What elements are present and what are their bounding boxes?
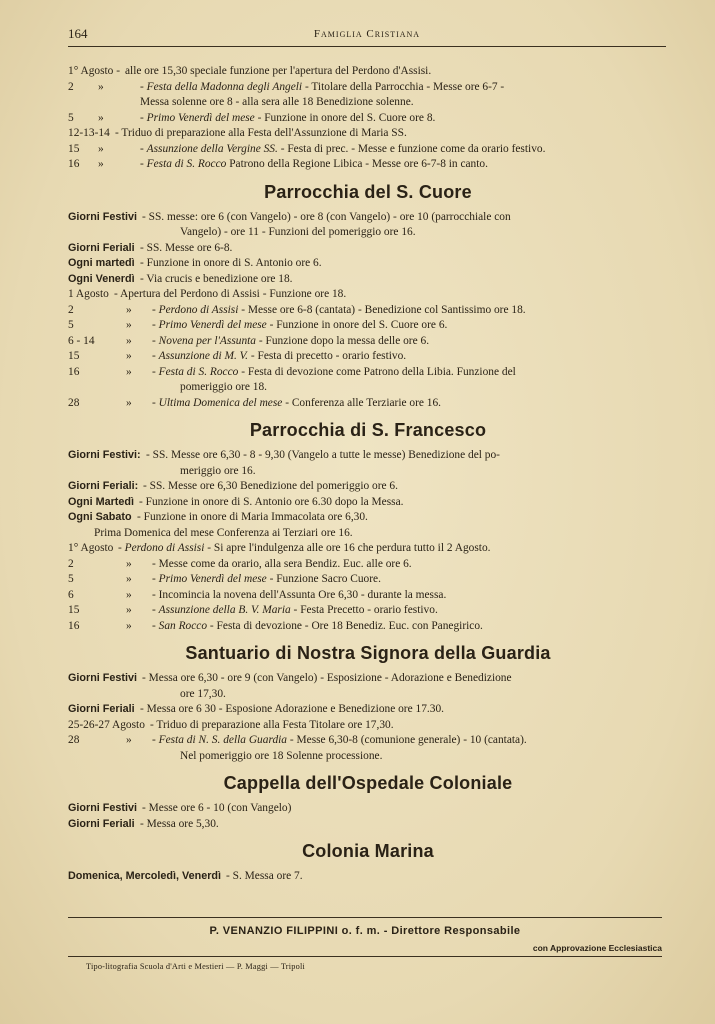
page-number: 164 — [68, 26, 88, 41]
text-line — [68, 671, 668, 687]
parish-section — [68, 841, 668, 885]
date-label: 15 — [68, 604, 80, 616]
ditto-mark: » — [126, 557, 132, 570]
text-line — [68, 817, 668, 833]
schedule-label: Ogni martedì — [68, 257, 135, 269]
text-line — [68, 303, 668, 319]
date-label: 6 — [68, 588, 74, 601]
footer-divider — [68, 917, 662, 918]
continuation-text: Messa solenne ore 8 - alla sera alle 18 Benedizione solenne. — [140, 96, 414, 108]
entry-text: - Assunzione di M. V. - Festa di precetto - orario festivo. — [152, 350, 407, 362]
entry-text: - Messe ore 6 - 10 (con Vangelo) — [142, 802, 292, 814]
date-label: 28 — [68, 396, 80, 409]
text-line — [68, 272, 668, 288]
continuation-text: meriggio ore 16. — [180, 464, 256, 477]
entry-text: - Assunzione della Vergine SS. - Festa di prec. - Messe e funzione come da orario festivo. — [140, 142, 546, 155]
text-line — [68, 619, 668, 635]
date-label: 6 - 14 — [68, 334, 95, 347]
schedule-label: Ogni Sabato — [68, 511, 132, 523]
text-line — [68, 588, 668, 604]
entry-text: - Festa di S. Rocco - Festa di devozione come Patrono della Libia. Funzione del — [152, 365, 516, 378]
ditto-mark: » — [98, 142, 104, 155]
continuation-text: pomeriggio ore 18. — [180, 381, 267, 393]
date-label: 12-13-14 — [68, 127, 110, 139]
section-title: Colonia Marina — [302, 841, 434, 861]
text-line — [68, 334, 668, 350]
text-line — [68, 142, 668, 158]
text-line — [68, 126, 668, 142]
printer-line: Tipo-litografia Scuola d'Arti e Mestieri — P. Maggi — Tripoli — [86, 962, 305, 971]
text-line — [68, 448, 668, 464]
text-line — [68, 396, 668, 412]
text-line — [68, 64, 668, 80]
entry-text: - Messa ore 5,30. — [140, 817, 219, 830]
text-line — [68, 687, 668, 703]
entry-text: - SS. Messe ore 6-8. — [140, 241, 233, 254]
entry-text: - Primo Venerdì del mese - Funzione Sacro Cuore. — [152, 573, 381, 585]
ditto-mark: » — [126, 573, 132, 585]
entry-text: - SS. Messe ore 6,30 - 8 - 9,30 (Vangelo a tutte le messe) Benedizione del po- — [146, 449, 500, 461]
text-line — [68, 572, 668, 588]
text-line — [68, 80, 668, 96]
date-label: 5 — [68, 573, 74, 585]
entry-text: alle ore 15,30 speciale funzione per l'apertura del Perdono d'Assisi. — [125, 65, 432, 77]
entry-text: - Festa di N. S. della Guardia - Messe 6,30-8 (comunione generale) - 10 (cantata). — [152, 734, 527, 746]
schedule-label: Giorni Festivi: — [68, 449, 141, 461]
section-title: Cappella dell'Ospedale Coloniale — [223, 773, 513, 793]
text-line — [68, 111, 668, 127]
text-line — [68, 225, 668, 241]
schedule-label: Giorni Feriali — [68, 817, 135, 830]
entry-text: - Funzione in onore di Maria Immacolata ore 6,30. — [137, 511, 368, 523]
entry-text: - Primo Venerdì del mese - Funzione in onore del S. Cuore ore 8. — [140, 111, 436, 124]
text-line — [68, 749, 668, 765]
entry-text: - Funzione in onore di S. Antonio ore 6. — [140, 257, 322, 269]
section-title: Santuario di Nostra Signora della Guardia — [185, 643, 551, 663]
note-text: Prima Domenica del mese Conferenza ai Terziari ore 16. — [94, 526, 353, 539]
parish-section — [68, 420, 668, 634]
text-line — [68, 526, 668, 542]
ditto-mark: » — [98, 111, 104, 124]
ditto-mark: » — [98, 158, 104, 170]
entry-text: - SS. messe: ore 6 (con Vangelo) - ore 8 (con Vangelo) - ore 10 (parrocchiale con — [142, 210, 511, 223]
text-line — [68, 157, 668, 173]
text-line — [68, 95, 668, 111]
ditto-mark: » — [126, 604, 132, 616]
ditto-mark: » — [126, 319, 132, 331]
ditto-mark: » — [126, 619, 132, 632]
date-label: 28 — [68, 734, 80, 746]
date-label: 1 Agosto — [68, 288, 109, 300]
text-line — [68, 479, 668, 495]
date-label: 5 — [68, 319, 74, 331]
text-line — [68, 801, 668, 817]
ditto-mark: » — [126, 365, 132, 378]
entry-text: - Via crucis e benedizione ore 18. — [140, 272, 293, 285]
schedule-label: Giorni Festivi — [68, 210, 137, 223]
entry-text: - Festa di S. Rocco Patrono della Regione Libica - Messe ore 6-7-8 in canto. — [140, 158, 488, 170]
ditto-mark: » — [126, 350, 132, 362]
schedule-label: Giorni Feriali — [68, 241, 135, 254]
continuation-text: ore 17,30. — [180, 687, 226, 700]
ditto-mark: » — [126, 588, 132, 601]
entry-text: - Ultima Domenica del mese - Conferenza alle Terziarie ore 16. — [152, 396, 442, 409]
text-line — [68, 495, 668, 511]
date-label: 1° Agosto — [68, 542, 114, 554]
text-line — [68, 510, 668, 526]
schedule-label: Domenica, Mercoledì, Venerdì — [68, 870, 222, 882]
text-line — [68, 256, 668, 272]
section-title: Parrocchia del S. Cuore — [264, 181, 472, 202]
schedule-label: Giorni Festivi — [68, 672, 137, 684]
text-line — [68, 349, 668, 365]
entry-text: - Funzione in onore di S. Antonio ore 6.30 dopo la Messa. — [139, 495, 404, 508]
text-line — [68, 287, 668, 303]
text-line — [68, 380, 668, 396]
entry-text: - San Rocco - Festa di devozione - Ore 18 Benediz. Euc. con Panegirico. — [152, 619, 483, 632]
date-label: 16 — [68, 619, 80, 632]
intro-schedule — [68, 64, 668, 173]
entry-text: - Messa ore 6 30 - Esposione Adorazione e Benedizione ore 17.30. — [140, 703, 444, 715]
date-label: 16 — [68, 158, 80, 170]
entry-text: - Messe come da orario, alla sera Bendiz. Euc. alle ore 6. — [152, 557, 412, 570]
text-line — [68, 541, 668, 557]
director-line: P. VENANZIO FILIPPINI o. f. m. - Direttore Responsabile — [209, 925, 521, 937]
journal-title: Famiglia Cristiana — [313, 28, 421, 40]
text-line — [68, 210, 668, 226]
entry-text: - SS. Messe ore 6,30 Benedizione del pomeriggio ore 6. — [143, 480, 398, 492]
date-label: 15 — [68, 350, 80, 362]
page-content — [68, 64, 668, 885]
schedule-label: Ogni Venerdì — [68, 272, 135, 285]
date-label: 2 — [68, 80, 74, 93]
parish-section — [68, 773, 668, 832]
approval-note: con Approvazione Ecclesiastica — [532, 943, 662, 953]
parish-section — [68, 182, 668, 412]
date-label: 15 — [68, 142, 80, 155]
date-label: 2 — [68, 303, 74, 316]
text-line — [68, 365, 668, 381]
ditto-mark: » — [126, 396, 132, 409]
entry-text: - Triduo di preparazione alla Festa Titolare ore 17,30. — [150, 718, 394, 731]
text-line — [68, 464, 668, 480]
text-line — [68, 318, 668, 334]
ditto-mark: » — [126, 734, 132, 746]
entry-text: - Primo Venerdì del mese - Funzione in onore del S. Cuore ore 6. — [152, 319, 448, 331]
text-line — [68, 733, 668, 749]
text-line — [68, 241, 668, 257]
continuation-text: Nel pomeriggio ore 18 Solenne processione. — [180, 749, 383, 762]
text-line — [68, 557, 668, 573]
schedule-label: Giorni Festivi — [68, 802, 137, 814]
text-line — [68, 603, 668, 619]
entry-text: - Incomincia la novena dell'Assunta Ore 6,30 - durante la messa. — [152, 588, 447, 601]
entry-text: - Perdono di Assisi - Messe ore 6-8 (cantata) - Benedizione col Santissimo ore 18. — [152, 303, 526, 316]
entry-text: - Messa ore 6,30 - ore 9 (con Vangelo) - Esposizione - Adorazione e Benedizione — [142, 672, 512, 684]
schedule-label: Giorni Feriali: — [68, 480, 139, 492]
ditto-mark: » — [126, 303, 132, 316]
entry-text: - Festa della Madonna degli Angeli - Titolare della Parrocchia - Messe ore 6-7 - — [140, 80, 505, 93]
entry-text: - Assunzione della B. V. Maria - Festa Precetto - orario festivo. — [152, 604, 438, 616]
page-header — [68, 26, 666, 47]
entry-text: - Apertura del Perdono di Assisi - Funzione ore 18. — [114, 288, 347, 300]
date-label: 16 — [68, 365, 80, 378]
entry-text: - Novena per l'Assunta - Funzione dopo la messa delle ore 6. — [152, 334, 430, 347]
ditto-mark: » — [98, 80, 104, 93]
bottom-divider — [68, 956, 662, 957]
date-label: 25-26-27 Agosto — [68, 718, 145, 731]
ditto-mark: » — [126, 334, 132, 347]
date-label: 2 — [68, 557, 74, 570]
entry-text: - Triduo di preparazione alla Festa dell'Assunzione di Maria SS. — [115, 127, 407, 139]
schedule-label: Ogni Martedì — [68, 495, 134, 508]
date-label: 5 — [68, 111, 74, 124]
section-title: Parrocchia di S. Francesco — [249, 420, 487, 440]
entry-text: - S. Messa ore 7. — [226, 870, 303, 882]
parish-section — [68, 643, 668, 764]
entry-text: - Perdono di Assisi - Si apre l'indulgenza alle ore 16 che perdura tutto il 2 Agosto. — [118, 542, 491, 554]
date-label: 1° Agosto - — [68, 65, 121, 77]
text-line — [68, 718, 668, 734]
continuation-text: Vangelo) - ore 11 - Funzioni del pomeriggio ore 16. — [180, 226, 416, 238]
text-line — [68, 702, 668, 718]
text-line — [68, 869, 668, 885]
schedule-label: Giorni Feriali — [68, 703, 135, 715]
